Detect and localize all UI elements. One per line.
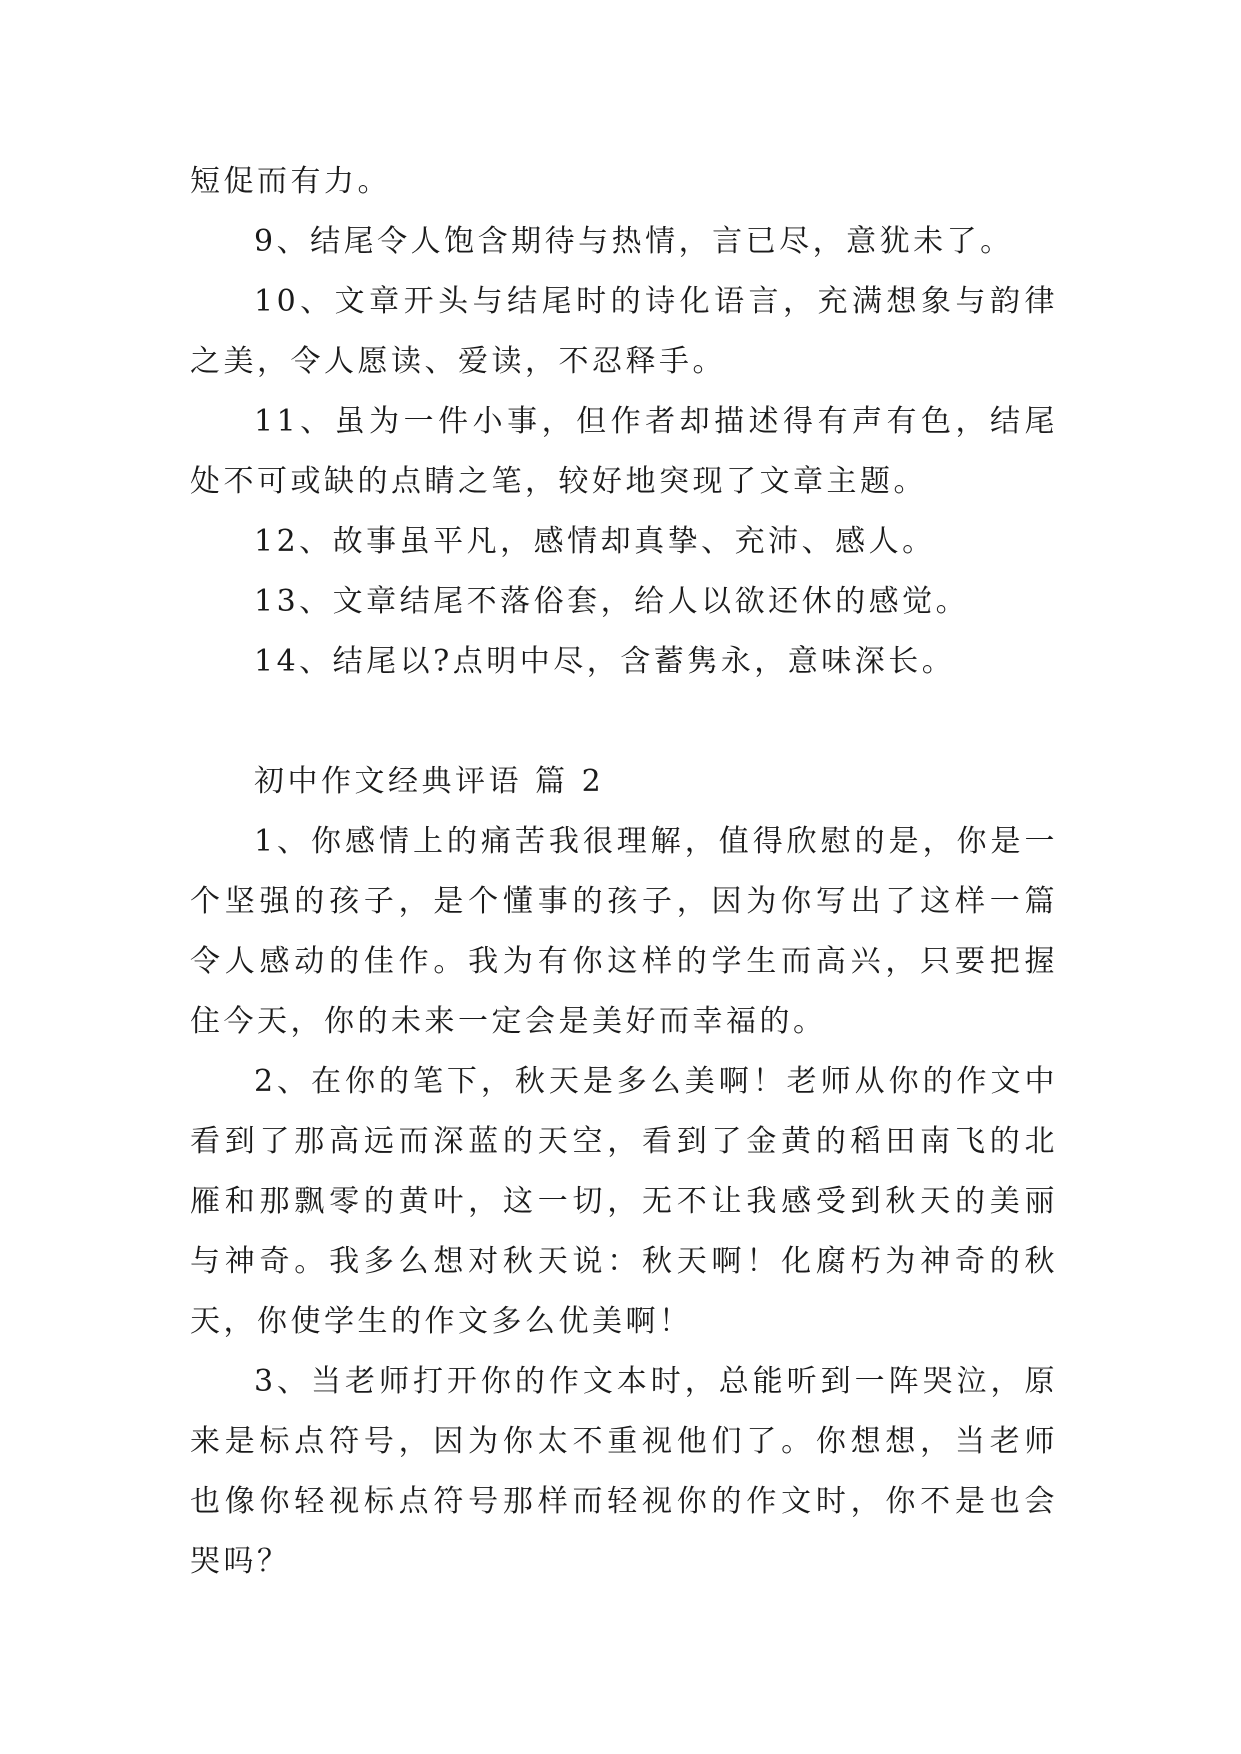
section-heading: 初中作文经典评语 篇 2 (254, 764, 605, 799)
comment-item-10: 10、文章开头与结尾时的诗化语言，充满想象与韵律之美，令人愿读、爱读，不忍释手。 (190, 284, 1058, 379)
comment-item-14: 14、结尾以?点明中尽，含蓄隽永，意味深长。 (254, 644, 956, 679)
comment-item-s2-2: 2、在你的笔下，秋天是多么美啊！老师从你的作文中看到了那高远而深蓝的天空，看到了金黄的稻田南飞的北雁和那飘零的黄叶，这一切，无不让我感受到秋天的美丽与神奇。我多么想对秋天说：秋天啊！化腐朽为神奇的秋天，你使学生的作文多么优美啊！ (190, 1064, 1058, 1339)
comment-item-12: 12、故事虽平凡，感情却真挚、充沛、感人。 (254, 524, 936, 559)
document-page (190, 152, 1058, 1592)
comment-item-13: 13、文章结尾不落俗套，给人以欲还休的感觉。 (254, 584, 970, 619)
continuation-paragraph: 短促而有力。 (190, 164, 391, 199)
comment-item-11: 11、虽为一件小事，但作者却描述得有声有色，结尾处不可或缺的点睛之笔，较好地突现了文章主题。 (190, 404, 1058, 499)
section-spacer (190, 692, 1058, 752)
comment-item-s2-3: 3、当老师打开你的作文本时，总能听到一阵哭泣，原来是标点符号，因为你太不重视他们了。你想想，当老师也像你轻视标点符号那样而轻视你的作文时，你不是也会哭吗？ (190, 1364, 1058, 1579)
comment-item-s2-1: 1、你感情上的痛苦我很理解，值得欣慰的是，你是一个坚强的孩子，是个懂事的孩子，因为你写出了这样一篇令人感动的佳作。我为有你这样的学生而高兴，只要把握住今天，你的未来一定会是美好而幸福的。 (190, 824, 1058, 1039)
comment-item-9: 9、结尾令人饱含期待与热情，言已尽，意犹未了。 (254, 224, 1014, 259)
